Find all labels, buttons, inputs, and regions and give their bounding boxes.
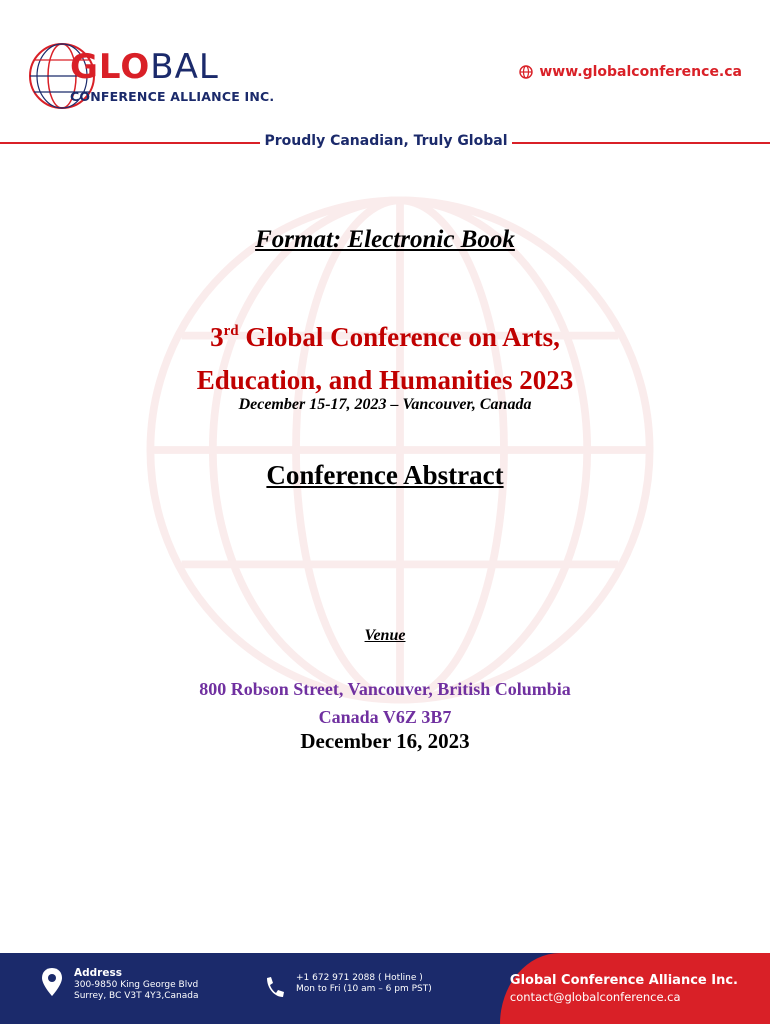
tagline-row (0, 133, 770, 153)
venue-line-2: Canada V6Z 3B7 (318, 707, 452, 727)
venue-line-1: 800 Robson Street, Vancouver, British Columbia (199, 679, 571, 699)
document-heading: Conference Abstract (266, 460, 504, 490)
logo-word-navy: BAL (150, 47, 219, 87)
event-date: December 16, 2023 (300, 729, 470, 753)
footer-phone (262, 973, 432, 1003)
address-line-1: 300-9850 King George Blvd (74, 980, 199, 990)
logo-word-red: GLO (70, 47, 151, 87)
footer-company (510, 973, 738, 1005)
title-number: 3 (210, 322, 224, 352)
logo-wordmark (70, 47, 219, 87)
address-line-2: Surrey, BC V3T 4Y3,Canada (74, 991, 199, 1001)
title-line-1-rest: Global Conference on Arts, (238, 322, 560, 352)
format-line: Format: Electronic Book (255, 226, 515, 253)
venue-label: Venue (364, 627, 406, 644)
title-line-2: Education, and Humanities 2023 (196, 365, 574, 395)
address-title: Address (74, 967, 122, 979)
venue-address (0, 675, 770, 731)
phone-icon (262, 973, 286, 1003)
conference-title (0, 310, 770, 402)
website-url: www.globalconference.ca (539, 64, 742, 80)
location-pin-icon (40, 967, 64, 997)
company-name: Global Conference Alliance Inc. (509, 973, 738, 988)
footer-company-panel (500, 953, 770, 1024)
company-email[interactable]: contact@globalconference.ca (509, 990, 681, 1004)
phone-hours: Mon to Fri (10 am – 6 pm PST) (296, 984, 432, 994)
title-ordinal: rd (223, 323, 239, 339)
title-line-1 (0, 310, 770, 359)
footer-address (40, 967, 199, 1002)
tagline: Proudly Canadian, Truly Global (264, 133, 508, 149)
tagline-divider-right (512, 142, 770, 144)
website-link[interactable] (519, 64, 742, 80)
footer-bar (0, 953, 770, 1024)
logo-subtitle: CONFERENCE ALLIANCE INC. (70, 89, 275, 104)
tagline-divider-left (0, 142, 260, 144)
brand-logo (26, 36, 276, 116)
phone-number: +1 672 971 2088 ( Hotline ) (296, 973, 423, 983)
conference-dates: December 15-17, 2023 – Vancouver, Canada (238, 396, 532, 413)
globe-icon (519, 65, 533, 79)
